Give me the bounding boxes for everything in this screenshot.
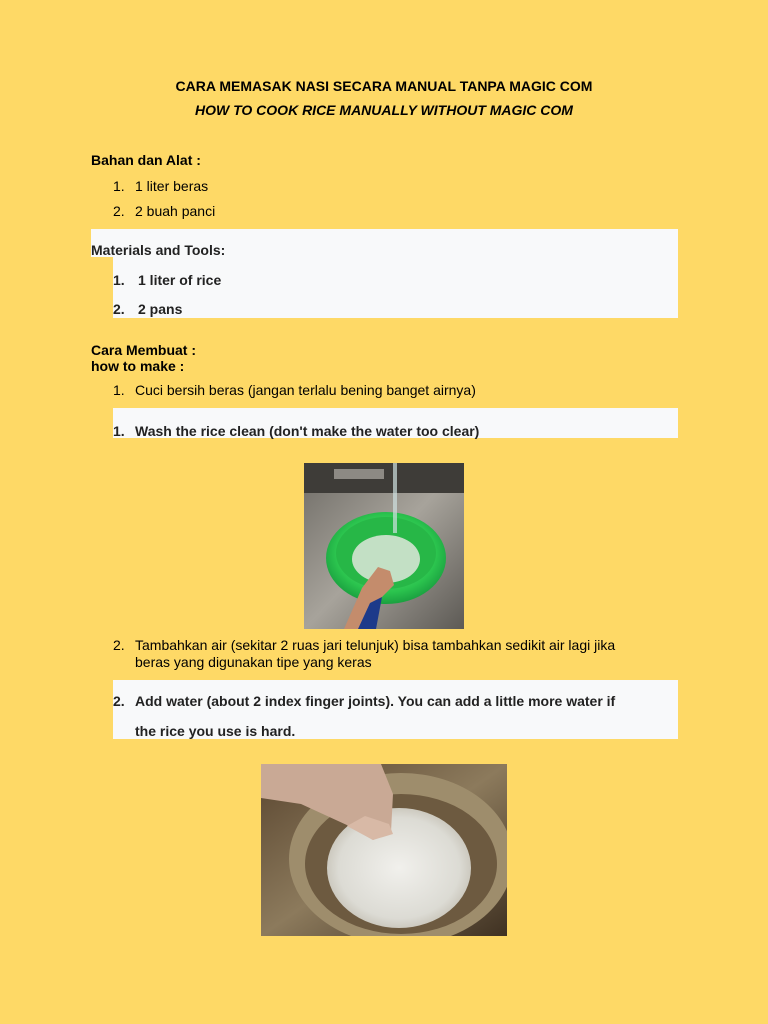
ingredients-heading-id: Bahan dan Alat :	[91, 152, 201, 168]
list-item: 2. 2 pans	[113, 301, 183, 317]
method-heading-id: Cara Membuat :	[91, 342, 197, 358]
list-item: 1. 1 liter of rice	[113, 272, 222, 288]
rice-washing-photo	[304, 463, 464, 629]
rice-water-pan-photo	[261, 764, 507, 936]
list-item: 2. 2 buah panci	[113, 203, 216, 219]
step-2-en-line2: the rice you use is hard.	[135, 723, 296, 739]
method-heading-en: how to make :	[91, 358, 185, 374]
list-item: 1. 1 liter beras	[113, 178, 209, 194]
step-2-id-line2: beras yang digunakan tipe yang keras	[135, 654, 372, 670]
ingredients-heading-en: Materials and Tools:	[91, 242, 226, 258]
step-1-id: 1. Cuci bersih beras (jangan terlalu bening banget airnya)	[113, 382, 476, 398]
page-title: CARA MEMASAK NASI SECARA MANUAL TANPA MAGIC COM	[175, 78, 593, 94]
step-1-en: 1. Wash the rice clean (don't make the water too clear)	[113, 423, 480, 439]
step-2-id: 2. Tambahkan air (sekitar 2 ruas jari telunjuk) bisa tambahkan sedikit air lagi jika	[113, 637, 616, 653]
step-2-en: 2. Add water (about 2 index finger joints). You can add a little more water if	[113, 693, 616, 709]
page-subtitle: HOW TO COOK RICE MANUALLY WITHOUT MAGIC COM	[195, 102, 573, 118]
